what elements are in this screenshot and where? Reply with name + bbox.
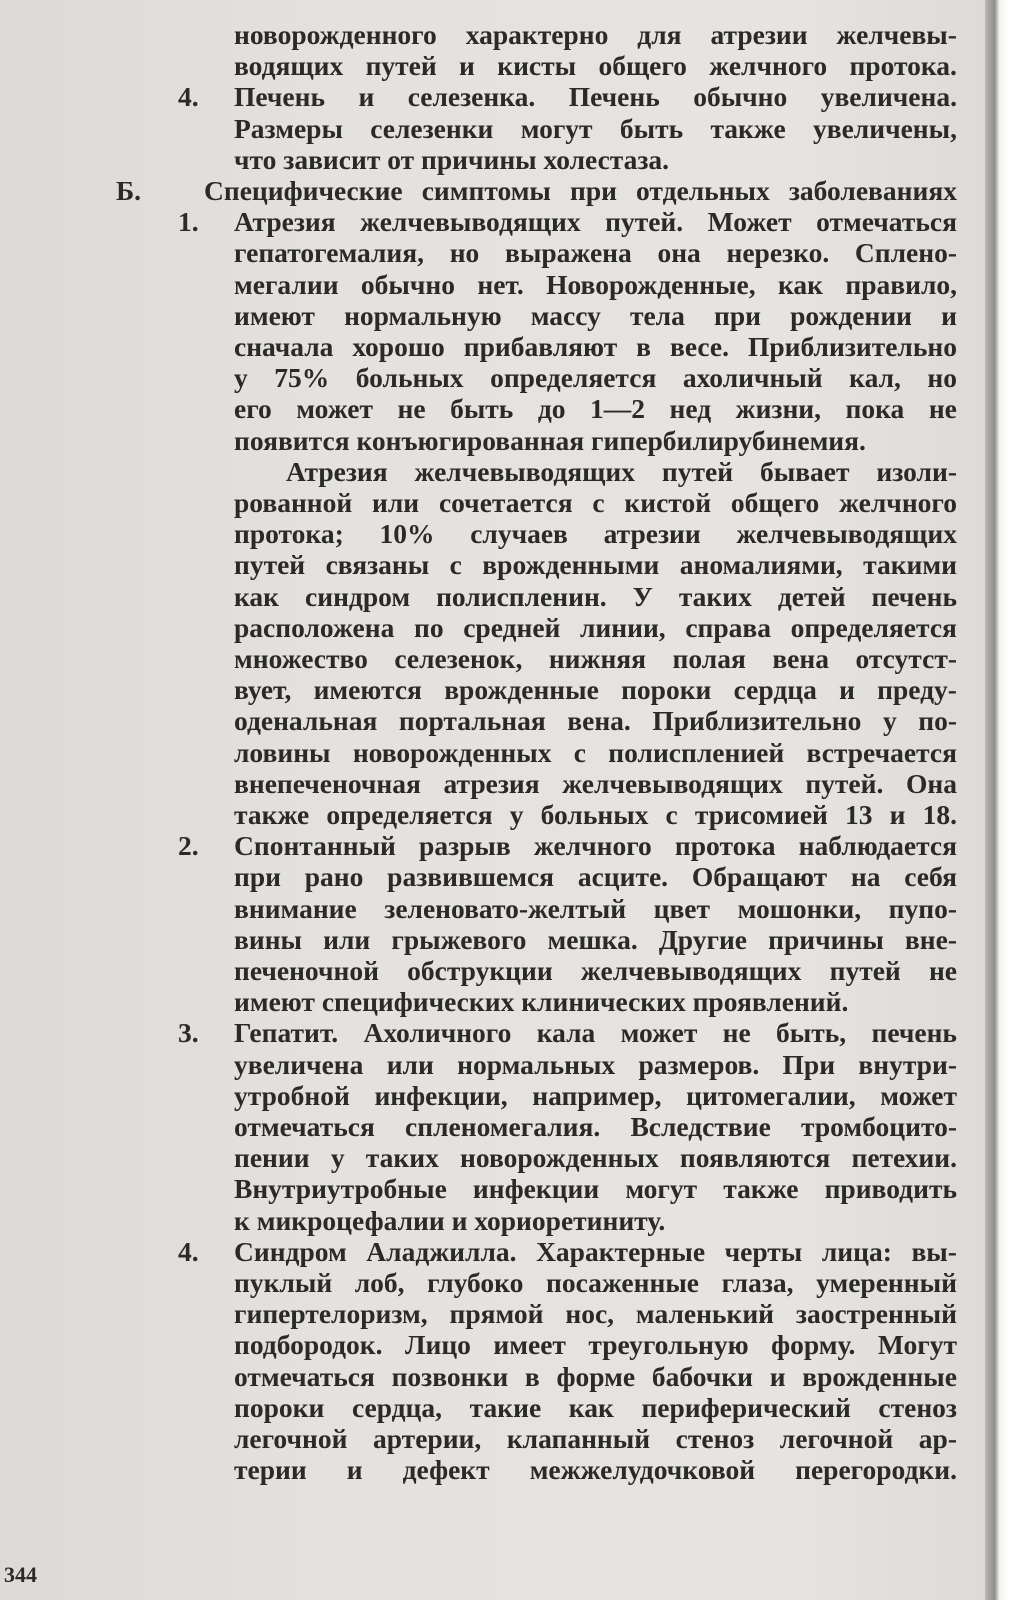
text-line: новорожденного характерно для атрезии желчевы-: [234, 19, 957, 50]
list-marker: 1.: [178, 206, 199, 238]
text-line: появится конъюгированная гипербилирубинемия.: [234, 424, 866, 456]
text-line: отмечаться спленомегалия. Вследствие тромбоцито-: [234, 1111, 957, 1142]
text-line: увеличена или нормальных размеров. При внутри-: [234, 1048, 957, 1080]
list-marker: Б.: [116, 175, 142, 206]
text-line: пуклый лоб, глубоко посаженные глаза, умеренный: [234, 1267, 957, 1298]
text-line: отмечаться позвонки в форме бабочки и врожденные: [234, 1360, 957, 1392]
text-line: гипертелоризм, прямой нос, маленький заостренный: [234, 1298, 957, 1330]
text-line: пении у таких новорожденных появляются петехии.: [234, 1142, 957, 1174]
text-line: рованной или сочетается с кистой общего желчного: [234, 487, 957, 518]
text-line: Атрезия желчевыводящих путей. Может отмечаться: [234, 206, 957, 238]
text-line: имеют нормальную массу тела при рождении и: [234, 299, 957, 331]
text-line: множество селезенок, нижняя полая вена отсутст-: [234, 643, 957, 674]
text-line: внепеченочная атрезия желчевыводящих путей. Она: [234, 767, 957, 799]
text-line: протока; 10% случаев атрезии желчевыводящих: [234, 518, 957, 550]
text-line: его может не быть до 1—2 нед жизни, пока не: [234, 393, 957, 425]
text-line: Печень и селезенка. Печень обычно увеличена.: [234, 81, 957, 113]
text-line: внимание зеленовато-желтый цвет мошонки, пупо-: [234, 892, 957, 924]
text-line: вует, имеются врожденные пороки сердца и преду-: [234, 674, 957, 706]
text-line: вины или грыжевого мешка. Другие причины вне-: [234, 923, 957, 955]
text-line: печеночной обструкции желчевыводящих путей не: [234, 955, 957, 986]
text-line: Размеры селезенки могут быть также увеличены,: [234, 112, 957, 144]
text-line: подбородок. Лицо имеет треугольную форму. Могут: [234, 1329, 957, 1361]
text-line: расположена по средней линии, справа определяется: [234, 611, 957, 643]
text-line: пороки сердца, такие как периферический стеноз: [234, 1391, 957, 1423]
text-line: легочной артерии, клапанный стеноз легочной ар-: [234, 1423, 957, 1454]
text-line: гепатогемалия, но выражена она нерезко. Сплено-: [234, 237, 957, 269]
text-line: водящих путей и кисты общего желчного протока.: [234, 50, 957, 82]
text-line: Внутриутробные инфекции могут также приводить: [234, 1173, 957, 1205]
text-line: Гепатит. Ахоличного кала может не быть, печень: [234, 1017, 957, 1049]
text-line: Атрезия желчевыводящих путей бывает изоли-: [286, 455, 957, 487]
text-line: имеют специфических клинических проявлений.: [234, 986, 849, 1018]
text-line: к микроцефалии и хориоретиниту.: [234, 1204, 666, 1236]
text-line: как синдром полиспленин. У таких детей печень: [234, 580, 957, 612]
text-line: путей связаны с врожденными аномалиями, такими: [234, 549, 957, 581]
text-line: сначала хорошо прибавляют в весе. Приблизительно: [234, 331, 957, 362]
list-marker: 4.: [178, 81, 199, 113]
text-line: мегалии обычно нет. Новорожденные, как правило,: [234, 268, 957, 300]
list-marker: 3.: [178, 1017, 199, 1049]
text-line: утробной инфекции, например, цитомегалии, может: [234, 1079, 957, 1111]
text-line: Синдром Аладжилла. Характерные черты лица: вы-: [234, 1235, 957, 1267]
book-binding-edge: [985, 0, 1009, 1600]
text-line: при рано развившемся асците. Обращают на себя: [234, 861, 957, 893]
text-line: что зависит от причины холестаза.: [234, 143, 670, 175]
text-line: терии и дефект межжелудочковой перегородки.: [234, 1454, 957, 1486]
page-number: 344: [4, 1562, 37, 1587]
text-line: оденальная портальная вена. Приблизительно у по-: [234, 705, 957, 737]
text-line: ловины новорожденных с полиспленией встречается: [234, 736, 957, 768]
text-line: у 75% больных определяется ахоличный кал, но: [234, 362, 957, 394]
list-marker: 2.: [178, 830, 199, 862]
text-line: также определяется у больных с трисомией 13 и 18.: [234, 799, 957, 830]
list-marker: 4.: [178, 1235, 199, 1267]
text-line: Спонтанный разрыв желчного протока наблюдается: [234, 830, 957, 862]
text-line: Специфические симптомы при отдельных заболеваниях: [204, 175, 957, 206]
